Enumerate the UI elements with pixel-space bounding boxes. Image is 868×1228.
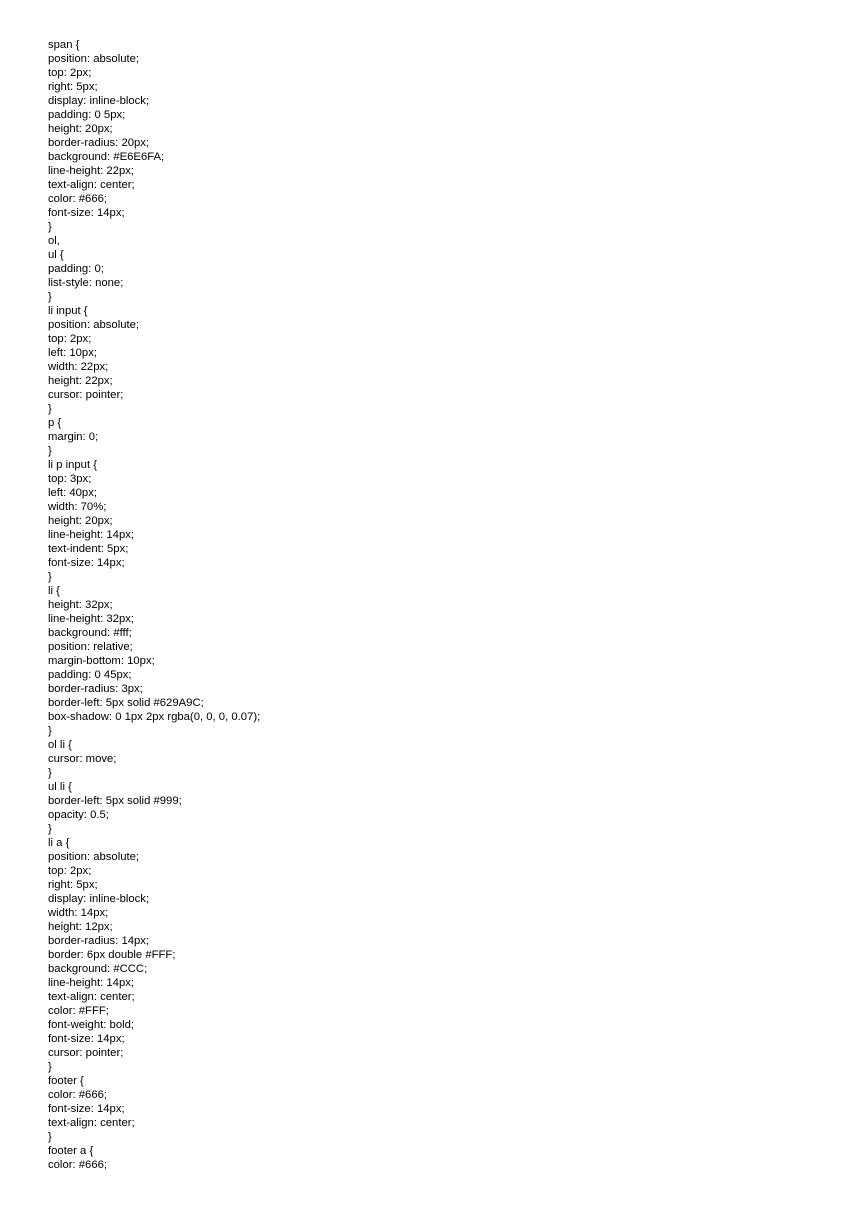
code-line: padding: 0 45px;	[48, 669, 132, 681]
code-line: }	[48, 571, 52, 583]
code-line: height: 20px;	[48, 515, 113, 527]
code-line: font-size: 14px;	[48, 207, 125, 219]
code-line: display: inline-block;	[48, 893, 150, 905]
code-line: position: relative;	[48, 641, 133, 653]
code-line: li input {	[48, 305, 88, 317]
code-line: }	[48, 767, 52, 779]
code-line: position: absolute;	[48, 851, 140, 863]
code-line: width: 70%;	[48, 501, 107, 513]
code-line: line-height: 32px;	[48, 613, 135, 625]
code-line: height: 32px;	[48, 599, 113, 611]
code-line: right: 5px;	[48, 81, 98, 93]
code-line: ul li {	[48, 781, 72, 793]
code-line: color: #666;	[48, 1159, 108, 1171]
code-line: background: #CCC;	[48, 963, 148, 975]
code-line: margin: 0;	[48, 431, 99, 443]
code-line: cursor: pointer;	[48, 389, 124, 401]
code-line: ol,	[48, 235, 60, 247]
code-line: line-height: 14px;	[48, 977, 135, 989]
code-line: border-left: 5px solid #999;	[48, 795, 182, 807]
code-line: height: 12px;	[48, 921, 113, 933]
code-line: color: #FFF;	[48, 1005, 109, 1017]
code-line: ol li {	[48, 739, 72, 751]
code-line: cursor: pointer;	[48, 1047, 124, 1059]
code-line: cursor: move;	[48, 753, 117, 765]
code-line: width: 14px;	[48, 907, 109, 919]
code-line: top: 2px;	[48, 67, 92, 79]
code-line: text-align: center;	[48, 1117, 135, 1129]
code-line: footer {	[48, 1075, 84, 1087]
code-line: }	[48, 403, 52, 415]
code-line: top: 2px;	[48, 865, 92, 877]
css-code-listing	[48, 38, 260, 1172]
code-line: }	[48, 445, 52, 457]
code-line: }	[48, 823, 52, 835]
code-line: }	[48, 291, 52, 303]
code-line: li p input {	[48, 459, 97, 471]
code-line: ul {	[48, 249, 64, 261]
code-line: }	[48, 1131, 52, 1143]
code-line: padding: 0;	[48, 263, 104, 275]
code-line: }	[48, 1061, 52, 1073]
code-line: position: absolute;	[48, 53, 140, 65]
code-line: border-left: 5px solid #629A9C;	[48, 697, 204, 709]
code-line: left: 40px;	[48, 487, 97, 499]
code-line: border: 6px double #FFF;	[48, 949, 176, 961]
code-line: display: inline-block;	[48, 95, 150, 107]
code-line: top: 2px;	[48, 333, 92, 345]
code-line: padding: 0 5px;	[48, 109, 126, 121]
code-line: text-align: center;	[48, 179, 135, 191]
code-line: }	[48, 725, 52, 737]
code-line: }	[48, 221, 52, 233]
code-line: text-align: center;	[48, 991, 135, 1003]
code-line: margin-bottom: 10px;	[48, 655, 155, 667]
code-line: height: 20px;	[48, 123, 113, 135]
code-line: font-size: 14px;	[48, 1033, 125, 1045]
code-line: text-indent: 5px;	[48, 543, 129, 555]
code-line: left: 10px;	[48, 347, 97, 359]
code-line: p {	[48, 417, 62, 429]
code-line: color: #666;	[48, 193, 108, 205]
code-line: border-radius: 14px;	[48, 935, 150, 947]
code-line: background: #fff;	[48, 627, 132, 639]
code-line: border-radius: 3px;	[48, 683, 143, 695]
code-line: font-size: 14px;	[48, 1103, 125, 1115]
code-line: position: absolute;	[48, 319, 140, 331]
code-line: box-shadow: 0 1px 2px rgba(0, 0, 0, 0.07);	[48, 711, 261, 723]
code-line: top: 3px;	[48, 473, 92, 485]
code-line: border-radius: 20px;	[48, 137, 150, 149]
code-line: right: 5px;	[48, 879, 98, 891]
code-line: span {	[48, 39, 80, 51]
code-line: li a {	[48, 837, 70, 849]
code-line: font-size: 14px;	[48, 557, 125, 569]
code-line: line-height: 22px;	[48, 165, 135, 177]
code-line: opacity: 0.5;	[48, 809, 109, 821]
code-line: li {	[48, 585, 60, 597]
code-line: font-weight: bold;	[48, 1019, 135, 1031]
code-line: line-height: 14px;	[48, 529, 135, 541]
code-line: color: #666;	[48, 1089, 108, 1101]
code-line: footer a {	[48, 1145, 94, 1157]
code-line: list-style: none;	[48, 277, 124, 289]
code-line: background: #E6E6FA;	[48, 151, 165, 163]
code-line: width: 22px;	[48, 361, 109, 373]
code-line: height: 22px;	[48, 375, 113, 387]
